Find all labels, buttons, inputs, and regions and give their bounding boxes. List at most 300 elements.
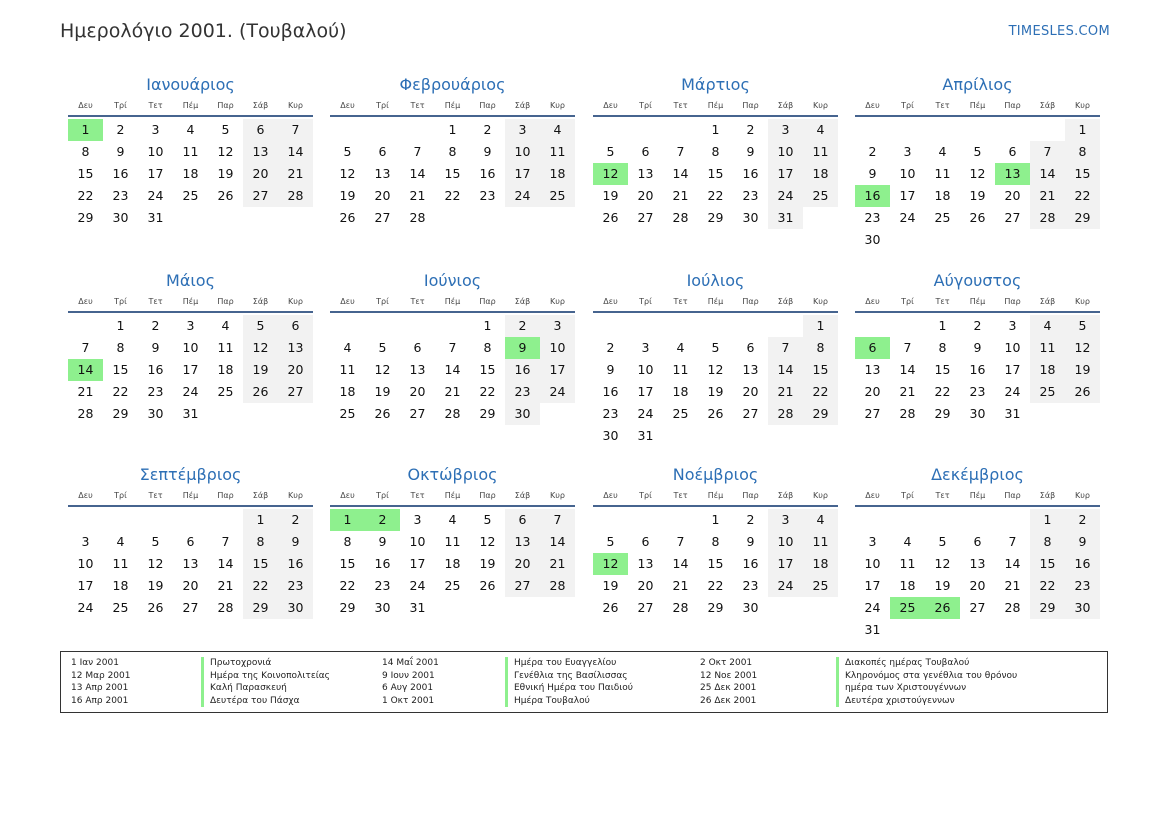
- weekday-label: Τετ: [148, 297, 163, 306]
- day-cell: 2: [1065, 509, 1100, 531]
- weekday-label: Κυρ: [1075, 297, 1090, 306]
- day-cell: 11: [339, 362, 356, 377]
- weekday-label: Παρ: [479, 101, 496, 110]
- day-cell: 17: [77, 578, 94, 593]
- day-cell: 1: [803, 315, 838, 337]
- day-cell: 19: [147, 578, 164, 593]
- weekday-label: Πέμ: [969, 101, 986, 110]
- day-cell: 7: [221, 534, 230, 549]
- weekday-label: Κυρ: [813, 297, 828, 306]
- day-cell: 5: [378, 340, 387, 355]
- day-cell: 29: [479, 406, 496, 421]
- legend-date: 1 Ιαν 2001: [71, 658, 119, 668]
- weekday-label: Τρί: [639, 297, 652, 306]
- weekday-label: Πέμ: [969, 297, 986, 306]
- day-cell: 30: [112, 210, 129, 225]
- holiday-cell: 25: [890, 597, 925, 619]
- weekday-label: Δευ: [603, 491, 618, 500]
- weekday-label: Πέμ: [444, 491, 461, 500]
- weekday-label: Δευ: [340, 491, 355, 500]
- day-cell: 31: [864, 622, 881, 637]
- day-cell: 12: [374, 362, 391, 377]
- day-cell: 25: [339, 406, 356, 421]
- day-cell: 30: [742, 210, 759, 225]
- day-cell: 17: [409, 556, 426, 571]
- day-cell: 20: [864, 384, 881, 399]
- month-block: [593, 270, 838, 447]
- day-cell: 23: [278, 575, 313, 597]
- day-cell: 16: [147, 362, 164, 377]
- weekday-label: Τρί: [376, 297, 389, 306]
- day-cell: 13: [969, 556, 986, 571]
- day-cell: 16: [505, 359, 540, 381]
- day-cell: 7: [676, 144, 685, 159]
- day-cell: 7: [540, 509, 575, 531]
- day-cell: 7: [413, 144, 422, 159]
- day-cell: 28: [444, 406, 461, 421]
- weekday-label: Πέμ: [707, 491, 724, 500]
- day-cell: 10: [540, 337, 575, 359]
- day-cell: 12: [1065, 337, 1100, 359]
- empty-cell: [365, 119, 400, 141]
- day-cell: 25: [803, 575, 838, 597]
- day-cell: 26: [147, 600, 164, 615]
- day-cell: 11: [540, 141, 575, 163]
- day-cell: 27: [637, 210, 654, 225]
- weekday-label: Δευ: [78, 101, 93, 110]
- day-cell: 9: [746, 144, 755, 159]
- weekday-label: Δευ: [603, 101, 618, 110]
- day-cell: 1: [711, 122, 720, 137]
- day-cell: 13: [505, 531, 540, 553]
- day-cell: 14: [672, 556, 689, 571]
- empty-cell: [995, 509, 1030, 531]
- day-cell: 23: [147, 384, 164, 399]
- empty-cell: [593, 509, 628, 531]
- day-cell: 18: [112, 578, 129, 593]
- weekday-label: Τετ: [410, 491, 425, 500]
- day-cell: 20: [969, 578, 986, 593]
- empty-cell: [68, 509, 103, 531]
- weekday-header: [68, 294, 313, 313]
- day-cell: 4: [221, 318, 230, 333]
- day-cell: 8: [116, 340, 125, 355]
- weekday-label: Παρ: [479, 491, 496, 500]
- day-cell: 12: [479, 534, 496, 549]
- day-grid: [593, 315, 838, 447]
- month-block: [855, 464, 1100, 641]
- day-cell: 25: [672, 406, 689, 421]
- day-cell: 27: [243, 185, 278, 207]
- day-cell: 14: [540, 531, 575, 553]
- weekday-label: Παρ: [217, 297, 234, 306]
- day-cell: 25: [217, 384, 234, 399]
- empty-cell: [103, 509, 138, 531]
- legend-holiday-name: Διακοπές ημέρας Τουβαλού: [836, 657, 969, 670]
- day-cell: 2: [973, 318, 982, 333]
- day-cell: 10: [77, 556, 94, 571]
- day-cell: 4: [1030, 315, 1065, 337]
- day-cell: 20: [637, 578, 654, 593]
- day-cell: 23: [479, 188, 496, 203]
- day-cell: 6: [641, 534, 650, 549]
- day-grid: [855, 315, 1100, 425]
- day-cell: 18: [803, 163, 838, 185]
- day-cell: 11: [182, 144, 199, 159]
- day-cell: 29: [112, 406, 129, 421]
- empty-cell: [663, 315, 698, 337]
- month-name: Ιανουάριος: [146, 75, 235, 94]
- day-cell: 20: [1004, 188, 1021, 203]
- weekday-label: Σάβ: [777, 101, 794, 110]
- day-cell: 12: [339, 166, 356, 181]
- day-cell: 26: [707, 406, 724, 421]
- month-block: [330, 74, 575, 229]
- day-cell: 19: [707, 384, 724, 399]
- weekday-header: [68, 98, 313, 117]
- day-cell: 7: [903, 340, 912, 355]
- holiday-cell: 1: [68, 119, 103, 141]
- weekday-header: [855, 294, 1100, 313]
- empty-cell: [663, 119, 698, 141]
- weekday-label: Δευ: [78, 297, 93, 306]
- day-cell: 26: [479, 578, 496, 593]
- day-cell: 21: [217, 578, 234, 593]
- day-cell: 28: [1004, 600, 1021, 615]
- day-cell: 19: [602, 188, 619, 203]
- day-cell: 20: [742, 384, 759, 399]
- legend-holiday-name: Γενέθλια της Βασίλισσας: [505, 670, 628, 683]
- day-cell: 17: [505, 163, 540, 185]
- day-cell: 13: [243, 141, 278, 163]
- weekday-header: [330, 98, 575, 117]
- day-cell: 13: [864, 362, 881, 377]
- day-cell: 14: [444, 362, 461, 377]
- weekday-label: Τετ: [673, 297, 688, 306]
- day-grid: [593, 509, 838, 619]
- holiday-cell: 12: [593, 163, 628, 185]
- day-cell: 14: [278, 141, 313, 163]
- day-cell: 27: [637, 600, 654, 615]
- legend-holiday-name: Δευτέρα του Πάσχα: [201, 695, 300, 708]
- day-cell: 9: [868, 166, 877, 181]
- legend-date: 1 Οκτ 2001: [382, 695, 435, 706]
- month-block: [330, 464, 575, 619]
- day-cell: 3: [540, 315, 575, 337]
- day-cell: 7: [1008, 534, 1017, 549]
- day-cell: 21: [899, 384, 916, 399]
- day-cell: 9: [483, 144, 492, 159]
- weekday-label: Σάβ: [1039, 101, 1056, 110]
- day-cell: 8: [483, 340, 492, 355]
- day-cell: 11: [672, 362, 689, 377]
- empty-cell: [768, 315, 803, 337]
- empty-cell: [628, 509, 663, 531]
- month-name: Αύγουστος: [933, 271, 1022, 290]
- day-cell: 9: [151, 340, 160, 355]
- day-cell: 3: [413, 512, 422, 527]
- day-cell: 19: [969, 188, 986, 203]
- day-cell: 3: [868, 534, 877, 549]
- day-cell: 6: [1008, 144, 1017, 159]
- day-cell: 5: [973, 144, 982, 159]
- weekday-header: [593, 488, 838, 507]
- month-name: Απρίλιος: [942, 75, 1013, 94]
- day-grid: [593, 119, 838, 229]
- day-cell: 18: [672, 384, 689, 399]
- day-cell: 19: [479, 556, 496, 571]
- day-cell: 10: [768, 141, 803, 163]
- day-grid: [855, 509, 1100, 641]
- day-cell: 18: [217, 362, 234, 377]
- day-cell: 1: [243, 509, 278, 531]
- day-cell: 23: [505, 381, 540, 403]
- weekday-label: Πέμ: [182, 297, 199, 306]
- empty-cell: [208, 509, 243, 531]
- day-cell: 23: [864, 210, 881, 225]
- day-cell: 27: [374, 210, 391, 225]
- weekday-label: Τρί: [901, 491, 914, 500]
- day-cell: 6: [278, 315, 313, 337]
- empty-cell: [698, 315, 733, 337]
- weekday-label: Σάβ: [252, 101, 269, 110]
- weekday-header: [855, 98, 1100, 117]
- day-cell: 4: [676, 340, 685, 355]
- day-cell: 17: [540, 359, 575, 381]
- day-cell: 21: [409, 188, 426, 203]
- day-cell: 11: [112, 556, 129, 571]
- day-cell: 8: [243, 531, 278, 553]
- day-cell: 28: [540, 575, 575, 597]
- day-cell: 13: [637, 166, 654, 181]
- day-cell: 18: [899, 578, 916, 593]
- day-cell: 27: [505, 575, 540, 597]
- weekday-label: Κυρ: [550, 297, 565, 306]
- day-cell: 15: [444, 166, 461, 181]
- day-cell: 18: [803, 553, 838, 575]
- day-cell: 5: [343, 144, 352, 159]
- day-cell: 11: [803, 531, 838, 553]
- holiday-cell: 6: [855, 337, 890, 359]
- day-cell: 15: [1030, 553, 1065, 575]
- day-cell: 13: [278, 337, 313, 359]
- weekday-label: Τετ: [148, 101, 163, 110]
- day-cell: 19: [217, 166, 234, 181]
- weekday-label: Πέμ: [969, 491, 986, 500]
- weekday-label: Παρ: [217, 101, 234, 110]
- empty-cell: [435, 315, 470, 337]
- day-cell: 28: [409, 210, 426, 225]
- day-cell: 17: [182, 362, 199, 377]
- day-cell: 20: [182, 578, 199, 593]
- day-cell: 5: [938, 534, 947, 549]
- day-cell: 6: [973, 534, 982, 549]
- month-block: [68, 464, 313, 619]
- day-cell: 9: [746, 534, 755, 549]
- day-cell: 14: [409, 166, 426, 181]
- weekday-label: Τρί: [376, 491, 389, 500]
- day-cell: 14: [217, 556, 234, 571]
- day-cell: 30: [864, 232, 881, 247]
- day-cell: 28: [672, 600, 689, 615]
- day-cell: 8: [1065, 141, 1100, 163]
- empty-cell: [890, 509, 925, 531]
- day-cell: 17: [637, 384, 654, 399]
- day-cell: 7: [768, 337, 803, 359]
- legend-holiday-name: ημέρα των Χριστουγέννων: [836, 682, 966, 695]
- weekday-header: [330, 488, 575, 507]
- weekday-header: [593, 98, 838, 117]
- empty-cell: [68, 315, 103, 337]
- weekday-label: Δευ: [340, 297, 355, 306]
- day-cell: 27: [864, 406, 881, 421]
- empty-cell: [890, 315, 925, 337]
- day-cell: 5: [606, 534, 615, 549]
- day-cell: 29: [339, 600, 356, 615]
- day-cell: 19: [374, 384, 391, 399]
- weekday-label: Δευ: [340, 101, 355, 110]
- day-cell: 14: [1030, 163, 1065, 185]
- day-cell: 21: [768, 381, 803, 403]
- weekday-label: Παρ: [1004, 491, 1021, 500]
- legend-holiday-name: Καλή Παρασκευή: [201, 682, 287, 695]
- day-cell: 1: [448, 122, 457, 137]
- weekday-label: Κυρ: [1075, 101, 1090, 110]
- day-cell: 31: [1004, 406, 1021, 421]
- day-cell: 12: [707, 362, 724, 377]
- legend-holiday-name: Ημέρα της Κοινοπολιτείας: [201, 670, 330, 683]
- day-cell: 2: [606, 340, 615, 355]
- day-cell: 22: [77, 188, 94, 203]
- empty-cell: [925, 509, 960, 531]
- empty-cell: [173, 509, 208, 531]
- day-cell: 4: [540, 119, 575, 141]
- weekday-label: Σάβ: [777, 491, 794, 500]
- weekday-label: Πέμ: [182, 491, 199, 500]
- holiday-cell: 14: [68, 359, 103, 381]
- weekday-label: Πέμ: [707, 297, 724, 306]
- holiday-cell: 9: [505, 337, 540, 359]
- empty-cell: [593, 315, 628, 337]
- day-cell: 28: [1030, 207, 1065, 229]
- empty-cell: [593, 119, 628, 141]
- weekday-label: Δευ: [603, 297, 618, 306]
- day-cell: 15: [707, 166, 724, 181]
- legend-holiday-name: Ημέρα του Ευαγγελίου: [505, 657, 616, 670]
- day-cell: 25: [112, 600, 129, 615]
- empty-cell: [890, 119, 925, 141]
- day-cell: 29: [934, 406, 951, 421]
- day-cell: 8: [81, 144, 90, 159]
- day-cell: 15: [707, 556, 724, 571]
- empty-cell: [960, 119, 995, 141]
- day-cell: 3: [1008, 318, 1017, 333]
- legend-holiday-name: Δευτέρα χριστούγεννων: [836, 695, 955, 708]
- day-cell: 4: [803, 509, 838, 531]
- day-cell: 16: [374, 556, 391, 571]
- empty-cell: [855, 315, 890, 337]
- day-cell: 26: [217, 188, 234, 203]
- day-cell: 1: [116, 318, 125, 333]
- day-cell: 13: [409, 362, 426, 377]
- day-cell: 26: [969, 210, 986, 225]
- weekday-label: Σάβ: [1039, 491, 1056, 500]
- day-cell: 30: [147, 406, 164, 421]
- day-cell: 21: [1030, 185, 1065, 207]
- weekday-label: Παρ: [742, 101, 759, 110]
- day-cell: 24: [77, 600, 94, 615]
- day-cell: 28: [77, 406, 94, 421]
- day-cell: 31: [637, 428, 654, 443]
- day-cell: 15: [479, 362, 496, 377]
- day-cell: 28: [217, 600, 234, 615]
- day-cell: 3: [151, 122, 160, 137]
- day-cell: 4: [938, 144, 947, 159]
- day-cell: 13: [182, 556, 199, 571]
- day-cell: 2: [746, 512, 755, 527]
- day-cell: 25: [182, 188, 199, 203]
- day-cell: 24: [147, 188, 164, 203]
- day-cell: 22: [934, 384, 951, 399]
- day-cell: 3: [768, 509, 803, 531]
- month-name: Σεπτέμβριος: [139, 465, 242, 484]
- weekday-label: Σάβ: [514, 297, 531, 306]
- day-cell: 22: [803, 381, 838, 403]
- weekday-label: Τρί: [901, 101, 914, 110]
- day-cell: 24: [505, 185, 540, 207]
- day-cell: 29: [77, 210, 94, 225]
- day-cell: 30: [969, 406, 986, 421]
- weekday-label: Κυρ: [288, 491, 303, 500]
- day-cell: 21: [77, 384, 94, 399]
- day-cell: 30: [602, 428, 619, 443]
- legend-date: 25 Δεκ 2001: [700, 683, 757, 694]
- day-cell: 7: [448, 340, 457, 355]
- day-cell: 20: [374, 188, 391, 203]
- day-cell: 23: [969, 384, 986, 399]
- month-block: [593, 464, 838, 619]
- weekday-header: [68, 488, 313, 507]
- weekday-label: Πέμ: [444, 297, 461, 306]
- day-cell: 19: [243, 359, 278, 381]
- weekday-label: Παρ: [742, 491, 759, 500]
- day-cell: 14: [768, 359, 803, 381]
- day-cell: 26: [602, 210, 619, 225]
- day-cell: 5: [1065, 315, 1100, 337]
- day-cell: 21: [672, 578, 689, 593]
- weekday-label: Κυρ: [550, 101, 565, 110]
- day-cell: 8: [1030, 531, 1065, 553]
- site-link[interactable]: TIMESLES.COM: [1008, 24, 1110, 39]
- day-cell: 30: [742, 600, 759, 615]
- day-cell: 27: [742, 406, 759, 421]
- day-cell: 3: [81, 534, 90, 549]
- day-cell: 22: [707, 188, 724, 203]
- legend-holiday-name: Πρωτοχρονιά: [201, 657, 271, 670]
- day-cell: 11: [444, 534, 461, 549]
- day-cell: 3: [505, 119, 540, 141]
- empty-cell: [628, 315, 663, 337]
- weekday-label: Τρί: [901, 297, 914, 306]
- legend-date: 12 Νοε 2001: [700, 670, 758, 681]
- day-cell: 22: [479, 384, 496, 399]
- month-name: Φεβρουάριος: [399, 75, 506, 94]
- day-cell: 29: [707, 600, 724, 615]
- day-cell: 26: [243, 381, 278, 403]
- day-cell: 25: [803, 185, 838, 207]
- day-cell: 14: [672, 166, 689, 181]
- day-cell: 15: [243, 553, 278, 575]
